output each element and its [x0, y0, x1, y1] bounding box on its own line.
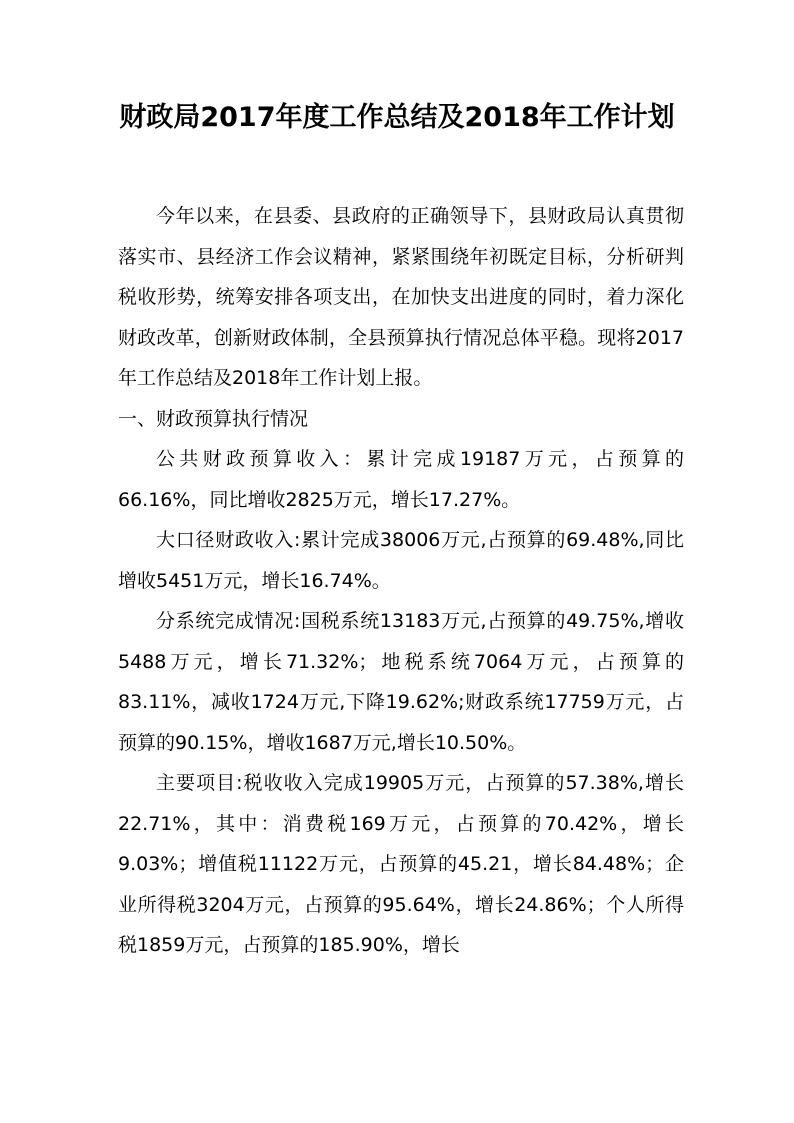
- paragraph-system-completion: 分系统完成情况:国税系统13183万元,占预算的49.75%,增收5488万元，增长71.32%；地税系统7064万元，占预算的83.11%，减收1724万元,下降19.62%;财政系统17759万元，占预算的90.15%，增收1687万元,增长10.50%。: [118, 610, 684, 754]
- document-title: 财政局2017年度工作总结及2018年工作计划: [119, 102, 675, 133]
- intro-paragraph: 今年以来，在县委、县政府的正确领导下，县财政局认真贯彻落实市、县经济工作会议精神，紧紧围绕年初既定目标，分析研判税收形势，统筹安排各项支出，在加快支出进度的同时，着力深化财政改革，创新财政体制，全县预算执行情况总体平稳。现将2017年工作总结及2018年工作计划上报。: [118, 205, 684, 389]
- document-body: [118, 196, 684, 966]
- paragraph-broad-fiscal-revenue: 大口径财政收入:累计完成38006万元,占预算的69.48%,同比增收5451万元，增长16.74%。: [118, 529, 684, 592]
- section-heading-budget-execution: 一、财政预算执行情况: [118, 407, 309, 430]
- paragraph-public-budget-revenue: 公共财政预算收入：累计完成19187万元，占预算的66.16%，同比增收2825万元，增长17.27%。: [118, 448, 684, 511]
- paragraph-major-items: 主要项目:税收收入完成19905万元，占预算的57.38%,增长22.71%，其中：消费税169万元，占预算的70.42%，增长9.03%；增值税11122万元，占预算的45.21，增长84.48%；企业所得税3204万元，占预算的95.64%，增长24.86%；个人所得税1859万元，占预算的185.90%，增长: [118, 772, 684, 956]
